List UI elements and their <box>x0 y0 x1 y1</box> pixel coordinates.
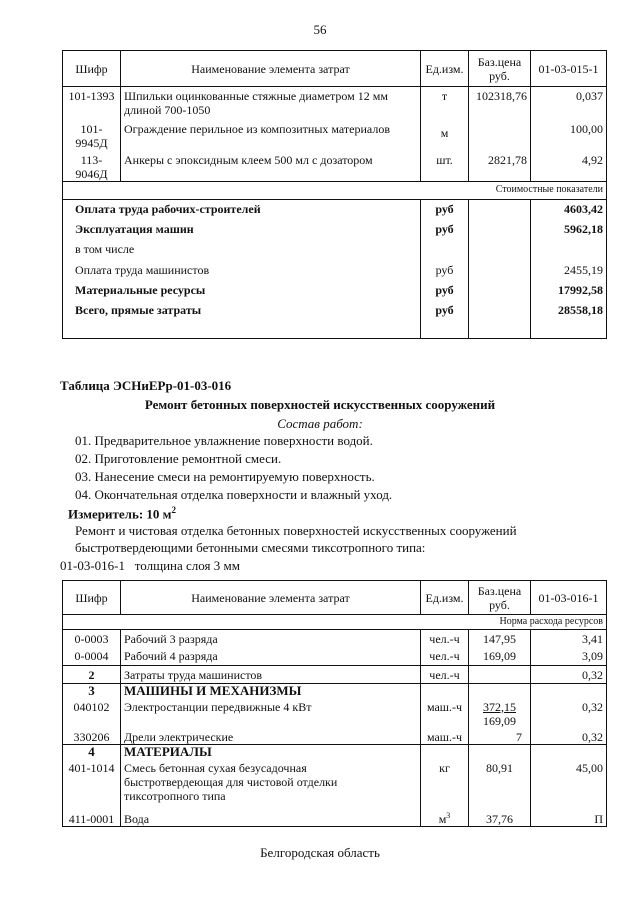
cost-value <box>531 239 607 259</box>
cost-unit: руб <box>421 300 469 338</box>
col-header-code: Шифр <box>63 581 121 615</box>
cell-unit: маш.-ч <box>421 700 469 729</box>
work-item: 04. Окончательная отделка поверхности и влажный уход. <box>75 487 393 502</box>
description-line: быстротвердеющими бетонными смесями тиксотропного типа: <box>75 540 426 555</box>
cell-empty <box>469 745 531 761</box>
work-item: 01. Предварительное увлажнение поверхности водой. <box>75 433 373 448</box>
cell-value: 45,00 <box>531 761 607 809</box>
footer-region: Белгородская область <box>260 845 380 860</box>
col-header-name: Наименование элемента затрат <box>121 51 421 87</box>
cell-price-pair <box>469 700 531 729</box>
cost-unit: руб <box>421 259 469 280</box>
cell-unit: кг <box>421 761 469 809</box>
cell-name: Шпильки оцинкованные стяжные диаметром 12 мм длиной 700-1050 <box>121 87 421 122</box>
cost-name: Всего, прямые затраты <box>63 300 421 338</box>
cost-price <box>469 239 531 259</box>
cell-name: Электростанции передвижные 4 кВт <box>121 700 421 729</box>
norm-label-row <box>63 615 607 630</box>
cell-code: 040102 <box>63 700 121 729</box>
cost-price <box>469 300 531 338</box>
cell-name: Вода <box>121 809 421 827</box>
cell-price: 80,91 <box>469 761 531 809</box>
col-header-code: Шифр <box>63 51 121 87</box>
cost-row <box>63 199 607 219</box>
section-name: МАТЕРИАЛЫ <box>121 745 421 761</box>
cell-value: 0,32 <box>531 666 607 684</box>
cell-name: Рабочий 4 разряда <box>121 648 421 666</box>
section-code: 4 <box>63 745 121 761</box>
cost-row <box>63 300 607 338</box>
cell-unit: шт. <box>421 153 469 182</box>
cell-unit: чел.-ч <box>421 666 469 684</box>
cell-unit: т <box>421 87 469 122</box>
cell-code: 0-0004 <box>63 648 121 666</box>
table-header <box>63 581 607 615</box>
cell-empty <box>531 684 607 700</box>
section-header-row <box>63 181 607 199</box>
cost-name: Оплата труда машинистов <box>63 259 421 280</box>
measure-unit <box>68 505 176 522</box>
table-title: Таблица ЭСНиЕРр-01-03-016 <box>60 378 232 393</box>
cell-price: 2821,78 <box>469 153 531 182</box>
col-header-unit: Ед.изм. <box>421 581 469 615</box>
cell-price: 102318,76 <box>469 87 531 122</box>
cost-value: 4603,42 <box>531 199 607 219</box>
cell-name: Дрели электрические <box>121 729 421 745</box>
cost-row <box>63 219 607 239</box>
cell-price: 372,15 <box>483 699 516 714</box>
cell-name: Анкеры с эпоксидным клеем 500 мл с дозатором <box>121 153 421 182</box>
table-row <box>63 153 607 182</box>
measure-sup: 2 <box>171 505 177 515</box>
cost-value: 2455,19 <box>531 259 607 280</box>
cell-price <box>469 666 531 684</box>
cell-code: 2 <box>63 666 121 684</box>
cost-price <box>469 219 531 239</box>
col-header-price: Баз.цена руб. <box>469 581 531 615</box>
cell-empty <box>421 745 469 761</box>
cell-value: 4,92 <box>531 153 607 182</box>
cell-name: Смесь бетонная сухая безусадочная быстротвердеющая для чистовой отделки тиксотропного типа <box>121 761 421 809</box>
col-header-norm-code: 01-03-015-1 <box>531 51 607 87</box>
cell-unit: маш.-ч <box>421 729 469 745</box>
cost-name: Эксплуатация машин <box>63 219 421 239</box>
cell-code: 101-1393 <box>63 87 121 122</box>
cost-unit: руб <box>421 280 469 300</box>
cost-price <box>469 280 531 300</box>
cost-name: Материальные ресурсы <box>63 280 421 300</box>
table-row <box>63 648 607 666</box>
cost-value: 5962,18 <box>531 219 607 239</box>
cell-unit: чел.-ч <box>421 630 469 648</box>
cell-empty <box>469 684 531 700</box>
section-label: Стоимостные показатели <box>63 181 607 199</box>
cell-code: 401-1014 <box>63 761 121 809</box>
item-line <box>60 558 240 574</box>
cell-price: 169,09 <box>469 648 531 666</box>
col-header-name: Наименование элемента затрат <box>121 581 421 615</box>
cell-name: Ограждение перильное из композитных материалов <box>121 122 421 153</box>
work-item: 03. Нанесение смеси на ремонтируемую поверхность. <box>75 469 375 484</box>
cost-name: в том числе <box>63 239 421 259</box>
cost-unit: руб <box>421 219 469 239</box>
cell-code: 411-0001 <box>63 809 121 827</box>
cell-value: П <box>531 809 607 827</box>
section-code: 3 <box>63 684 121 700</box>
section-row <box>63 684 607 700</box>
cell-unit-wrap <box>421 809 469 827</box>
resource-table-2 <box>62 580 607 827</box>
cell-value: 3,09 <box>531 648 607 666</box>
col-header-unit: Ед.изм. <box>421 51 469 87</box>
table-row <box>63 700 607 729</box>
col-header-norm-code: 01-03-016-1 <box>531 581 607 615</box>
resource-table-1 <box>62 50 607 339</box>
cost-price <box>469 259 531 280</box>
cell-code: 101-9945Д <box>63 122 121 153</box>
item-code: 01-03-016-1 <box>60 558 125 573</box>
cost-value: 17992,58 <box>531 280 607 300</box>
work-item: 02. Приготовление ремонтной смеси. <box>75 451 282 466</box>
cost-unit <box>421 239 469 259</box>
item-text: толщина слоя 3 мм <box>134 558 240 573</box>
page-number: 56 <box>313 22 327 37</box>
section-row <box>63 745 607 761</box>
table-row <box>63 761 607 809</box>
cell-code: 330206 <box>63 729 121 745</box>
table-row <box>63 87 607 122</box>
cell-value: 3,41 <box>531 630 607 648</box>
cell-price: 147,95 <box>469 630 531 648</box>
description <box>75 522 517 556</box>
cell-value: 0,037 <box>531 87 607 122</box>
table-row <box>63 666 607 684</box>
cell-price <box>469 122 531 153</box>
cell-code: 0-0003 <box>63 630 121 648</box>
col-header-price: Баз.цена руб. <box>469 51 531 87</box>
cell-code: 113-9046Д <box>63 153 121 182</box>
cell-unit: м <box>438 812 447 826</box>
cost-row <box>63 280 607 300</box>
cost-price <box>469 199 531 219</box>
cell-empty <box>531 745 607 761</box>
cost-value: 28558,18 <box>531 300 607 338</box>
table-row <box>63 630 607 648</box>
cell-unit: чел.-ч <box>421 648 469 666</box>
cell-price: 37,76 <box>469 809 531 827</box>
cell-unit: м <box>421 122 469 153</box>
cell-value: 0,32 <box>531 729 607 745</box>
description-line: Ремонт и чистовая отделка бетонных поверхностей искусственных сооружений <box>75 523 517 538</box>
norm-label: Норма расхода ресурсов <box>63 615 607 630</box>
table-row <box>63 122 607 153</box>
table-header <box>63 51 607 87</box>
cost-row <box>63 239 607 259</box>
cell-name: Рабочий 3 разряда <box>121 630 421 648</box>
table-row <box>63 729 607 745</box>
works-heading: Состав работ: <box>277 416 363 431</box>
table-subtitle: Ремонт бетонных поверхностей искусственных сооружений <box>144 397 496 412</box>
measure-text: Измеритель: 10 м <box>68 506 172 522</box>
cell-price-2: 169,09 <box>483 713 516 728</box>
cell-value: 0,32 <box>531 700 607 729</box>
cell-empty <box>421 684 469 700</box>
cost-unit: руб <box>421 199 469 219</box>
section-name: МАШИНЫ И МЕХАНИЗМЫ <box>121 684 421 700</box>
table-row <box>63 809 607 827</box>
cell-price: 7 <box>469 729 531 745</box>
cell-value: 100,00 <box>531 122 607 153</box>
cost-name: Оплата труда рабочих-строителей <box>63 199 421 219</box>
cell-unit-sup: 3 <box>446 811 451 820</box>
cell-name: Затраты труда машинистов <box>121 666 421 684</box>
cost-row <box>63 259 607 280</box>
